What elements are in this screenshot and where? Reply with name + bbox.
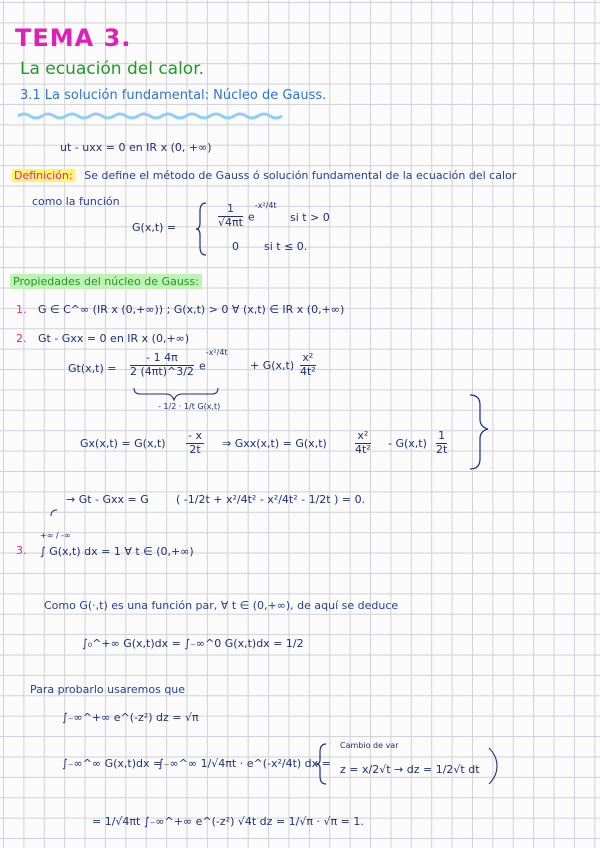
definition-label: Definición:: [14, 169, 73, 182]
property-1: G ∈ C^∞ (IR x (0,+∞)) ; G(x,t) > 0 ∀ (x,t) ∈ IR x (0,+∞): [38, 303, 345, 316]
proof-intro: Para probarlo usaremos que: [30, 683, 186, 696]
properties-heading: Propiedades del núcleo de Gauss:: [10, 274, 202, 289]
gt-plus: + G(x,t): [250, 359, 295, 372]
property-1-number: 1.: [16, 303, 27, 316]
property-2-number: 2.: [16, 332, 27, 345]
gauss-integral: ∫₋∞^+∞ e^(-z²) dz = √π: [62, 711, 199, 724]
definition-text-2: como la función: [32, 195, 120, 208]
proof-line-lhs: ∫₋∞^∞ G(x,t)dx =: [62, 757, 163, 770]
gt-frac-num: - 1 4π: [130, 352, 194, 366]
case2-condition: si t ≤ 0.: [264, 240, 308, 253]
gxx-frac2: [436, 430, 447, 456]
gt-frac2-den: 4t²: [300, 364, 316, 378]
proof-final: = 1/√4πt ∫₋∞^+∞ e^(-z²) √4t dz = 1/√π · √π = 1.: [92, 815, 364, 828]
gx-frac: [186, 430, 204, 456]
gt-brace-note: - 1/2 · 1/t G(x,t): [158, 402, 221, 411]
case1-exp: -x²/4t: [254, 201, 277, 211]
parity-text: Como G(·,t) es una función par, ∀ t ∈ (0,+∞), de aquí se deduce: [44, 599, 399, 612]
g-definition-lhs: G(x,t) =: [132, 221, 177, 234]
subtitle: La ecuación del calor.: [20, 59, 205, 79]
gxx-frac2-num: 1: [436, 430, 447, 444]
gt-lhs: Gt(x,t) =: [68, 362, 117, 375]
property-3: ∫ G(x,t) dx = 1 ∀ t ∈ (0,+∞): [40, 545, 194, 558]
heat-equation: ut - uxx = 0 en IR x (0, +∞): [60, 141, 212, 154]
final-paren: [51, 510, 57, 516]
case1-den: √4πt: [218, 215, 243, 229]
properties-heading-wrap: [10, 276, 202, 287]
gt-frac2-num: x²: [300, 352, 316, 366]
gx-frac-num: - x: [188, 429, 202, 442]
gx-line: Gx(x,t) = G(x,t): [80, 437, 166, 450]
gxx-frac-den: 4t²: [355, 442, 371, 456]
proof-line-mid: ∫₋∞^∞ 1/√4πt · e^(-x²/4t) dx =: [158, 757, 331, 770]
gt-exp: -x²/4t: [205, 348, 228, 358]
definition-text: Se define el método de Gauss ó solución fundamental de la ecuación del calor: [84, 169, 517, 182]
gxx-frac2-den: 2t: [436, 442, 448, 456]
gt-frac2: [300, 352, 316, 378]
case1-e: e: [248, 210, 255, 224]
gt-frac: [130, 348, 228, 378]
parity-integral: ∫₀^+∞ G(x,t)dx = ∫₋∞^0 G(x,t)dx = 1/2: [82, 637, 304, 650]
section-underline-wave: [18, 114, 282, 118]
case1-fraction: [218, 203, 277, 229]
gx-frac-den: 2t: [189, 442, 201, 456]
property-3-number: 3.: [16, 544, 27, 557]
case1-condition: si t > 0: [290, 211, 330, 224]
conclusion-lhs: → Gt - Gxx = G: [66, 493, 149, 506]
section-heading: 3.1 La solución fundamental: Núcleo de Gauss.: [20, 88, 327, 103]
gt-frac-den: 2 (4πt)^3/2: [130, 364, 194, 378]
gxx-frac: [355, 430, 371, 456]
change-var-close: [489, 748, 497, 784]
property-3-limits: +∞ / -∞: [40, 531, 71, 540]
gxx-arrow: ⇒ Gxx(x,t) = G(x,t): [222, 437, 327, 450]
conclusion-terms: ( -1/2t + x²/4t² - x²/4t² - 1/2t ) = 0.: [176, 493, 366, 506]
cases-brace: [196, 203, 206, 255]
case2-value: 0: [232, 240, 239, 253]
property-2: Gt - Gxx = 0 en IR x (0,+∞): [38, 332, 190, 345]
case1-num: 1: [218, 203, 243, 217]
underbrace: [134, 388, 218, 400]
change-var-eq: z = x/2√t → dz = 1/2√t dt: [340, 763, 480, 776]
gxx-frac-num: x²: [355, 430, 371, 444]
gxx-minus: - G(x,t): [388, 437, 427, 450]
change-var-label: Cambio de var: [340, 741, 399, 750]
gt-e: e: [199, 359, 206, 373]
right-brace: [470, 395, 488, 469]
page-title: TEMA 3.: [15, 24, 132, 52]
definition-label-wrap: [12, 170, 516, 181]
